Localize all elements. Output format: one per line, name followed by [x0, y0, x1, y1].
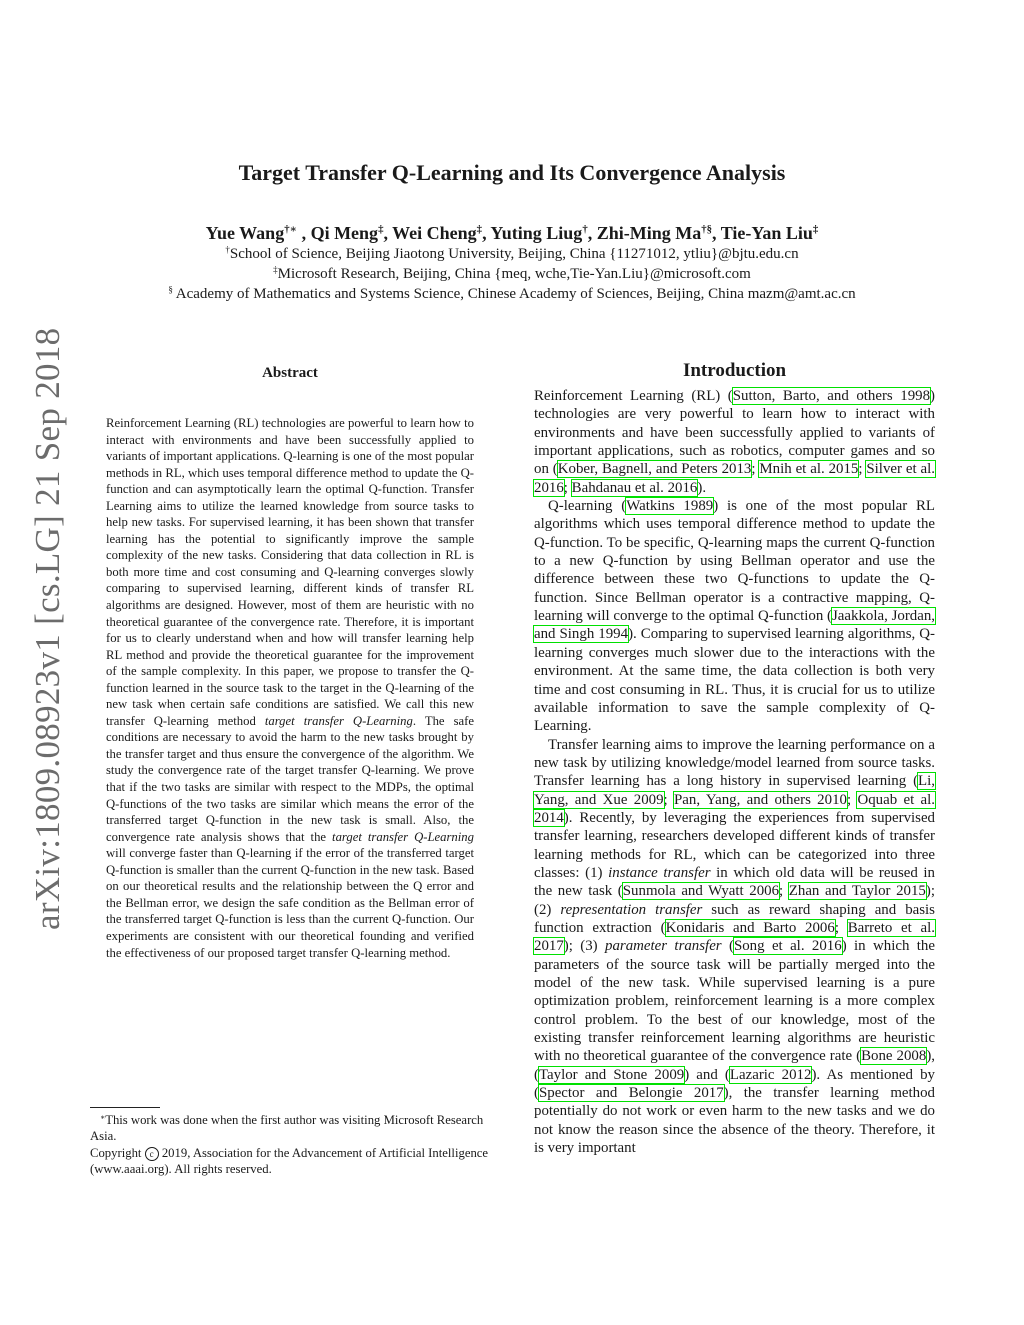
text-run: ( — [721, 938, 734, 955]
text-run: ; — [834, 919, 848, 936]
abstract-section — [106, 365, 474, 961]
citation-link[interactable]: Song et al. 2016 — [733, 938, 842, 955]
affiliation-text: Academy of Mathematics and Systems Science, Chinese Academy of Sciences, Beijing, China mazm@amt.ac.cn — [172, 286, 856, 302]
footnote-mark: ∗ — [100, 1112, 106, 1122]
text-run: ). — [697, 479, 707, 496]
arxiv-identifier: arXiv:1809.08923v1 [cs.LG] 21 Sep 2018 — [28, 327, 67, 930]
affiliation-2 — [0, 266, 1024, 283]
affiliation-text: School of Science, Beijing Jiaotong University, Beijing, China {11271012, ytliu}@bjtu.edu.cn — [229, 246, 799, 262]
author-name: Zhi-Ming Ma — [596, 223, 702, 243]
emphasized-text: target transfer Q-Learning — [264, 713, 413, 728]
intro-paragraph — [534, 736, 935, 1158]
citation-link[interactable]: Barreto et al. 2017 — [534, 919, 935, 955]
citation-link[interactable]: Oquab et al. 2014 — [534, 791, 935, 826]
citation-link[interactable]: Spector and Belongie 2017 — [538, 1085, 724, 1102]
text-run: ; — [846, 791, 858, 808]
text-run: will converge faster than Q-learning if the error of the transferred target Q-function is smaller than the current Q-function in the new task. Based on our theoretical results and the relationship between the Q error and the Bellman error, we design the safe condition as the Bellman error of the transferred target Q-function is less than the current Q-function. Our experiments are consistent with our theoretical founding and verified the effectiveness of our proposed target transfer Q-learning method. — [106, 846, 474, 960]
text-run: ). Recently, by leveraging the experiences from supervised transfer learning, researchers developed different kinds of transfer learning methods for RL, which can be categorized into three classes: (1) — [534, 809, 935, 881]
copyright-notice: Copyright c 2019, Association for the Advancement of Artificial Intelligence (www.aaai.org). All rights reserved. — [90, 1145, 489, 1176]
text-run: ); (2) — [534, 883, 935, 918]
author-name: Yue Wang — [205, 223, 285, 243]
emphasized-text: parameter transfer — [605, 938, 722, 955]
author-separator: , — [383, 223, 393, 243]
abstract-heading: Abstract — [262, 365, 318, 381]
text-run: ) and ( — [684, 1066, 730, 1083]
author-name: Yuting Liug — [490, 223, 583, 243]
emphasized-text: instance transfer — [608, 864, 711, 881]
text-run: ; — [663, 791, 675, 808]
footnote-1 — [90, 1112, 492, 1145]
introduction-heading: Introduction — [682, 360, 787, 381]
text-run: ; — [563, 479, 572, 496]
citation-link[interactable]: Kober, Bagnell, and Peters 2013 — [557, 461, 752, 478]
text-run: Reinforcement Learning (RL) technologies are powerful to learn how to interact with environments and have been successfully applied to variants of important applications. Q-learning is one of the most popular methods in RL, which uses temporal difference method to update the Q-function and can asymptotically learn the optimal Q-function. Transfer Learning aims to utilize the learned knowledge from source tasks to help new tasks. For supervised learning, it has been shown that transfer learning has the potential to significantly improve the sample complexity of the new tasks. Considering that data collection in RL is both more time and cost consuming and Q-learning converges slowly comparing to supervised learning, different kinds of transfer RL algorithms are designed. However, most of them are heuristic with no theoretical guarantee of the convergence rate. Therefore, it is important for us to clearly understand when and how will transfer learning help RL method and provide the theoretical guarantee for the improvement of the sample complexity. In this paper, we propose to transfer the Q-function learned in the source task to the target in the Q-learning of the new task when certain safe conditions are satisfied. We call this new transfer Q-learning method — [106, 416, 474, 728]
author-name: Qi Meng — [310, 223, 379, 243]
footnote-text: This work was done when the first author was visiting Microsoft Research Asia. — [90, 1113, 484, 1144]
citation-link[interactable]: Sutton, Barto, and others 1998 — [732, 388, 931, 404]
citation-link[interactable]: Konidaris and Barto 2006 — [665, 919, 835, 936]
author-mark: † — [582, 223, 588, 236]
copyright-icon: c — [145, 1147, 159, 1161]
citation-link[interactable]: Lazaric 2012 — [729, 1066, 812, 1083]
author-separator: , — [297, 223, 311, 243]
author-separator: , — [482, 223, 491, 243]
abstract-body — [106, 415, 474, 961]
author-mark: ‡ — [378, 223, 384, 236]
introduction-section — [534, 360, 935, 1157]
text-run: ); (3) — [563, 938, 606, 955]
text-run: ) in which the parameters of the source task will be partially merged into the model of the new task. While supervised learning is a pure optimization problem, reinforcement learning is a more complex control problem. To the best of our knowledge, most of the existing transfer reinforcement learning algorithms are heuristic with no theoretical guarantee of the convergence rate ( — [534, 938, 935, 1065]
text-run: ; — [858, 461, 867, 478]
text-run: ; — [751, 461, 760, 478]
text-run: ) is one of the most popular RL algorithms which uses temporal difference method to update the Q-function. To be specific, Q-learning maps the current Q-function to a new Q-function by using Bellman operator and use the difference between these two Q-functions to update the Q-function. Since Bellman operator is a contractive mapping, Q-learning will converge to the optimal Q-function ( — [534, 498, 936, 625]
author-name: Wei Cheng — [392, 223, 477, 243]
citation-link[interactable]: Watkins 1989 — [626, 498, 714, 515]
author-separator: , — [712, 223, 721, 243]
introduction-body — [534, 387, 935, 1157]
affiliation-text: Microsoft Research, Beijing, China {meq, wche,Tie-Yan.Liu}@microsoft.com — [277, 266, 751, 282]
author-mark: †∗ — [284, 223, 298, 236]
citation-link[interactable]: Pan, Yang, and others 2010 — [674, 791, 847, 808]
affiliation-mark: ‡ — [273, 264, 278, 275]
text-run: . The safe conditions are necessary to avoid the harm to the new tasks brought by the transfer target and thus ensure the convergence of the algorithm. We study the convergence rate of the target transfer Q-learning. We prove that if the two tasks are similar with respect to the MDPs, the optimal Q-functions of the two tasks are similar which means the error of the transferred target Q-function in the new task is small. Also, the convergence rate analysis shows that the — [106, 713, 474, 844]
text-run: ). Comparing to supervised learning algorithms, Q-learning converges much slower due to the interactions with the environment. At the same time, the data collection is both very time and cost consuming in RL. Thus, it is crucial for us to utilize available information to save the sample complexity of Q-Learning. — [534, 626, 935, 735]
text-run: ), ( — [534, 1048, 935, 1083]
citation-link[interactable]: Bone 2008 — [861, 1048, 927, 1065]
affiliation-mark: § — [168, 284, 173, 295]
citation-link[interactable]: Sunmola and Wyatt 2006 — [622, 883, 780, 900]
citation-link[interactable]: Zhan and Taylor 2015 — [788, 883, 926, 900]
intro-paragraph — [534, 497, 935, 735]
author-name: Tie-Yan Liu — [720, 223, 813, 243]
citation-link[interactable]: Bahdanau et al. 2016 — [571, 479, 698, 496]
text-run: in which old data will be reused in the new task ( — [534, 864, 936, 900]
affiliation-3 — [0, 286, 1024, 303]
emphasized-text: target transfer Q-Learning — [332, 829, 474, 844]
text-run: ) technologies are very powerful to learn how to interact with environments and have been successfully applied to variants of important applications, such as robotics, computer games and so on ( — [534, 388, 936, 478]
text-run: such as reward shaping and basis function extraction ( — [534, 901, 935, 936]
text-run: ), the transfer learning method potentially do not work or even harm to the new tasks and we do not know the reason since the absence of the theory. Therefore, it is very important — [534, 1085, 935, 1157]
author-separator: , — [587, 223, 597, 243]
author-mark: ‡ — [812, 223, 819, 236]
text-run: ; — [779, 883, 789, 900]
emphasized-text: representation transfer — [560, 901, 703, 918]
author-list — [0, 223, 1024, 244]
citation-link[interactable]: Jaakkola, Jordan, and Singh 1994 — [534, 608, 935, 643]
text-run: Q-learning ( — [548, 498, 627, 515]
text-run: ). As mentioned by ( — [534, 1066, 935, 1102]
citation-link[interactable]: Li, Yang, and Xue 2009 — [534, 773, 935, 808]
citation-link[interactable]: Taylor and Stone 2009 — [538, 1066, 685, 1083]
citation-link[interactable]: Silver et al. 2016 — [534, 461, 935, 496]
citation-link[interactable]: Mnih et al. 2015 — [759, 461, 859, 478]
affiliation-1 — [0, 246, 1024, 263]
footnote-divider — [90, 1107, 160, 1108]
intro-paragraph — [534, 387, 935, 497]
affiliation-mark: † — [225, 244, 230, 255]
text-run: Transfer learning aims to improve the learning performance on a new task by utilizing knowledge/model learned from source tasks. Transfer learning has a long history in supervised learning ( — [534, 736, 935, 790]
author-mark: ‡ — [476, 223, 483, 236]
paper-title: Target Transfer Q-Learning and Its Convergence Analysis — [238, 160, 786, 185]
footnotes — [90, 1112, 492, 1177]
text-run: Reinforcement Learning (RL) ( — [534, 388, 733, 404]
author-mark: †§ — [701, 223, 713, 236]
